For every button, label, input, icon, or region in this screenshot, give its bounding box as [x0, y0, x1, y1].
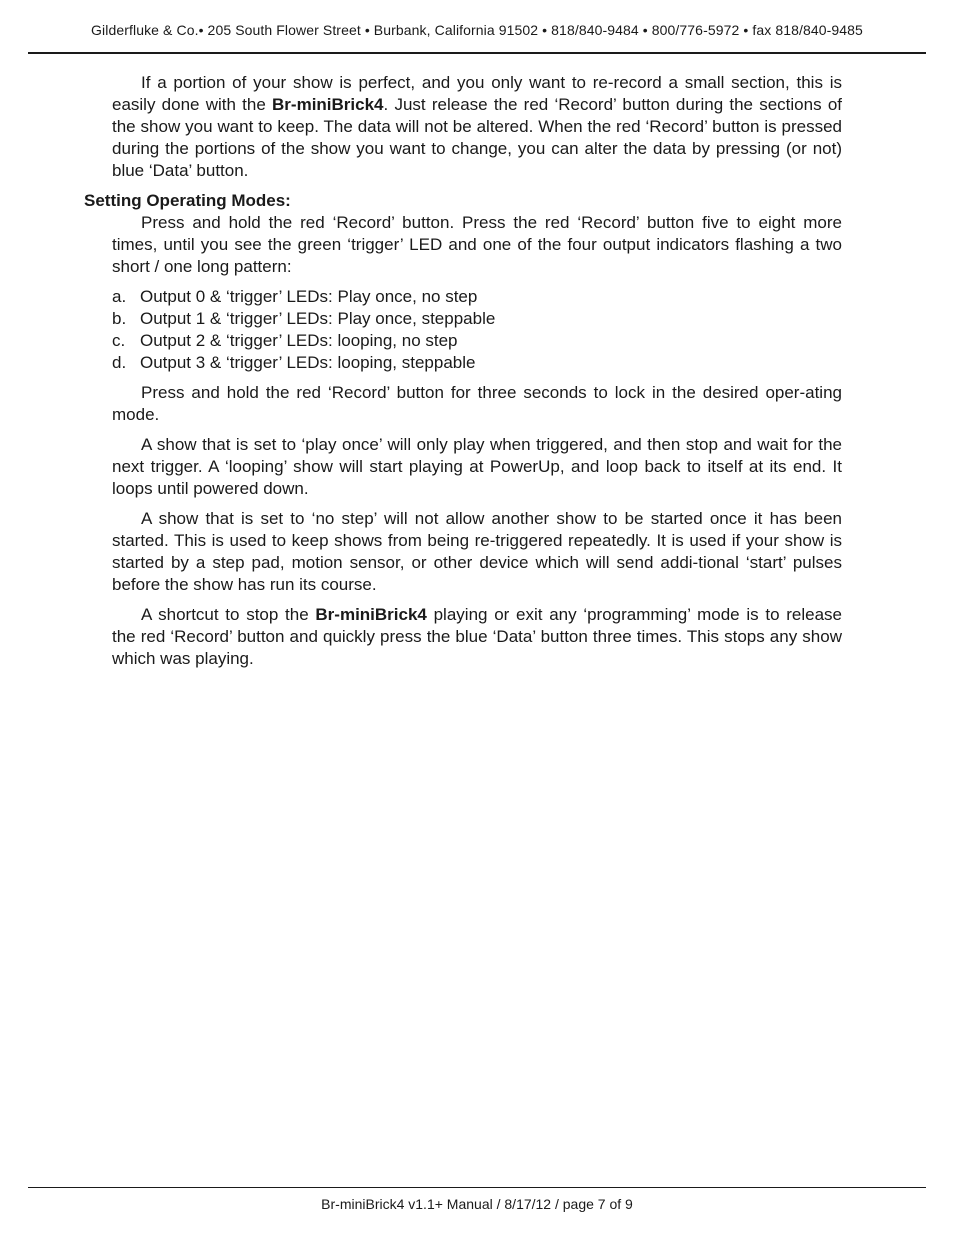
list-item-text: Output 2 & ‘trigger’ LEDs: looping, no step — [140, 331, 458, 350]
intro-paragraph — [112, 72, 842, 182]
intro-text-start: If a portion of your show is perfect, and you only want to re-record a small section, this is easily done with the — [112, 73, 842, 114]
operating-modes-list — [112, 286, 842, 374]
list-marker: d. — [112, 353, 127, 372]
play-once-paragraph: A show that is set to ‘play once’ will only play when triggered, and then stop and wait for the next trigger. A ‘looping’ show will start playing at PowerUp, and loop back to itself at its end. It loops until powered down. — [112, 435, 842, 498]
list-marker: a. — [112, 287, 127, 306]
page-header — [28, 0, 926, 54]
list-item — [112, 286, 842, 308]
intro-text-end: . Just release the red ‘Record’ button during the sections of the show you want to keep. The data will not be altered. When the red ‘Record’ button is pressed during the portions of the show you want to change, you can alter the data by pressing (or not) blue ‘Data’ button. — [112, 95, 842, 180]
product-name: Br-miniBrick4 — [272, 95, 384, 114]
list-marker: c. — [112, 331, 126, 350]
list-marker: b. — [112, 309, 127, 328]
list-item — [112, 352, 842, 374]
shortcut-text-start: A shortcut to stop the — [141, 605, 316, 624]
product-name: Br-miniBrick4 — [315, 605, 427, 624]
manual-body — [84, 72, 842, 670]
no-step-paragraph: A show that is set to ‘no step’ will not allow another show to be started once it has been started. This is used to keep shows from being re-triggered repeatedly. It is used if your show is started by a step pad, motion sensor, or other device which will send addi-tional ‘start’ pulses before the show has run its course. — [112, 509, 842, 594]
section-title: Setting Operating Modes: — [84, 191, 291, 210]
manual-version-page: Br-miniBrick4 v1.1+ Manual / 8/17/12 / page 7 of 9 — [321, 1196, 633, 1212]
list-item-text: Output 1 & ‘trigger’ LEDs: Play once, steppable — [140, 309, 496, 328]
list-item-text: Output 3 & ‘trigger’ LEDs: looping, steppable — [140, 353, 476, 372]
shortcut-text-end: playing or exit any ‘programming’ mode is to release the red ‘Record’ button and quickly press the blue ‘Data’ button three times. This stops any show which was playing. — [112, 605, 842, 668]
list-item — [112, 330, 842, 352]
page-footer — [28, 1187, 926, 1212]
lock-mode-paragraph: Press and hold the red ‘Record’ button for three seconds to lock in the desired oper-ating mode. — [112, 383, 842, 424]
list-item — [112, 308, 842, 330]
instructions-paragraph: Press and hold the red ‘Record’ button. Press the red ‘Record’ button five to eight more times, until you see the green ‘trigger’ LED and one of the four output indicators flashing a two short / one long pattern: — [112, 213, 842, 276]
list-item-text: Output 0 & ‘trigger’ LEDs: Play once, no step — [140, 287, 478, 306]
shortcut-paragraph — [112, 604, 842, 670]
company-address: Gilderfluke & Co.• 205 South Flower Street • Burbank, California 91502 • 818/840-9484 • 800/776-5972 • fax 818/840-9485 — [91, 22, 863, 38]
